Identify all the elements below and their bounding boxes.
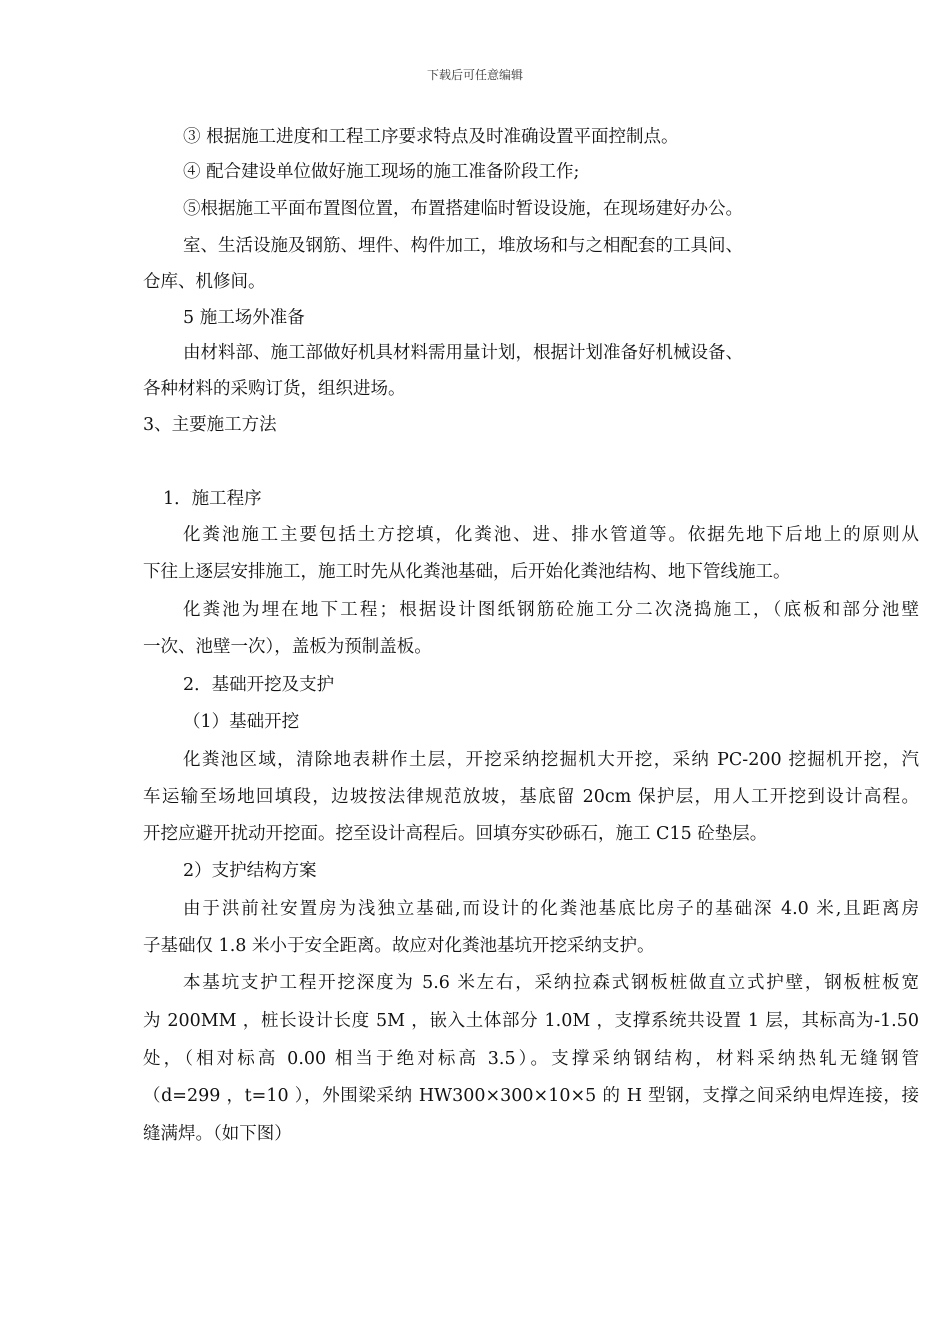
paragraph-line: ④ 配合建设单位做好施工现场的施工准备阶段工作; [183, 162, 580, 182]
section-heading: 3、主要施工方法 [143, 415, 277, 435]
paragraph-line: 为 200MM ，桩长设计长度 5M ，嵌入土体部分 1.0M ，支撑系统共设置 1 层，其标高为-1.50 [143, 1011, 919, 1031]
paragraph-line: 开挖应避开扰动开挖面。挖至设计高程后。回填夯实砂砾石，施工 C15 砼垫层。 [143, 824, 768, 844]
paragraph-line: 由于洪前社安置房为浅独立基础,而设计的化粪池基底比房子的基础深 4.0 米,且距离房 [183, 899, 919, 919]
section-heading: 5 施工场外准备 [183, 308, 305, 328]
paragraph-line: 化粪池施工主要包括土方挖填，化粪池、进、排水管道等。依据先地下后地上的原则从 [183, 525, 919, 545]
paragraph-line: 各种材料的采购订货，组织进场。 [143, 379, 406, 399]
paragraph-line: 本基坑支护工程开挖深度为 5.6 米左右，采纳拉森式钢板桩做直立式护壁，钢板桩板宽 [183, 973, 919, 993]
paragraph-line: ⑤根据施工平面布置图位置，布置搭建临时暂设设施，在现场建好办公。 [183, 199, 743, 219]
paragraph-line: 化粪池为埋在地下工程；根据设计图纸钢筋砼施工分二次浇捣施工，（底板和部分池壁 [183, 600, 919, 620]
paragraph-line: （d=299 ，t=10 ），外围梁采纳 HW300×300×10×5 的 H 型钢，支撑之间采纳电焊连接，接 [143, 1086, 919, 1106]
section-heading: （1）基础开挖 [183, 712, 300, 732]
paragraph-line: 一次、池壁一次），盖板为预制盖板。 [143, 637, 432, 657]
section-heading: 1．施工程序 [163, 489, 262, 509]
paragraph-line: 子基础仅 1.8 米小于安全距离。故应对化粪池基坑开挖采纳支护。 [143, 936, 655, 956]
paragraph-line: 室、生活设施及钢筋、埋件、构件加工，堆放场和与之相配套的工具间、 [183, 236, 743, 256]
paragraph-line: 下往上逐层安排施工，施工时先从化粪池基础，后开始化粪池结构、地下管线施工。 [143, 562, 791, 582]
page-header: 下载后可任意编辑 [426, 68, 523, 82]
section-heading: 2．基础开挖及支护 [183, 675, 335, 695]
paragraph-line: 化粪池区域，清除地表耕作土层，开挖采纳挖掘机大开挖，采纳 PC-200 挖掘机开挖，汽 [183, 750, 919, 770]
section-heading: 2）支护结构方案 [183, 861, 317, 881]
paragraph-line: 缝满焊。（如下图） [143, 1124, 292, 1144]
paragraph-line: 由材料部、施工部做好机具材料需用量计划，根据计划准备好机械设备、 [183, 343, 743, 363]
paragraph-line: 处，（相对标高 0.00 相当于绝对标高 3.5）。支撑采纳钢结构，材料采纳热轧无缝钢管 [143, 1049, 919, 1069]
paragraph-line: ③ 根据施工进度和工程工序要求特点及时准确设置平面控制点。 [183, 127, 679, 147]
paragraph-line: 车运输至场地回填段，边坡按法律规范放坡，基底留 20cm 保护层，用人工开挖到设计高程。 [143, 787, 919, 807]
paragraph-line: 仓库、机修间。 [143, 272, 266, 292]
